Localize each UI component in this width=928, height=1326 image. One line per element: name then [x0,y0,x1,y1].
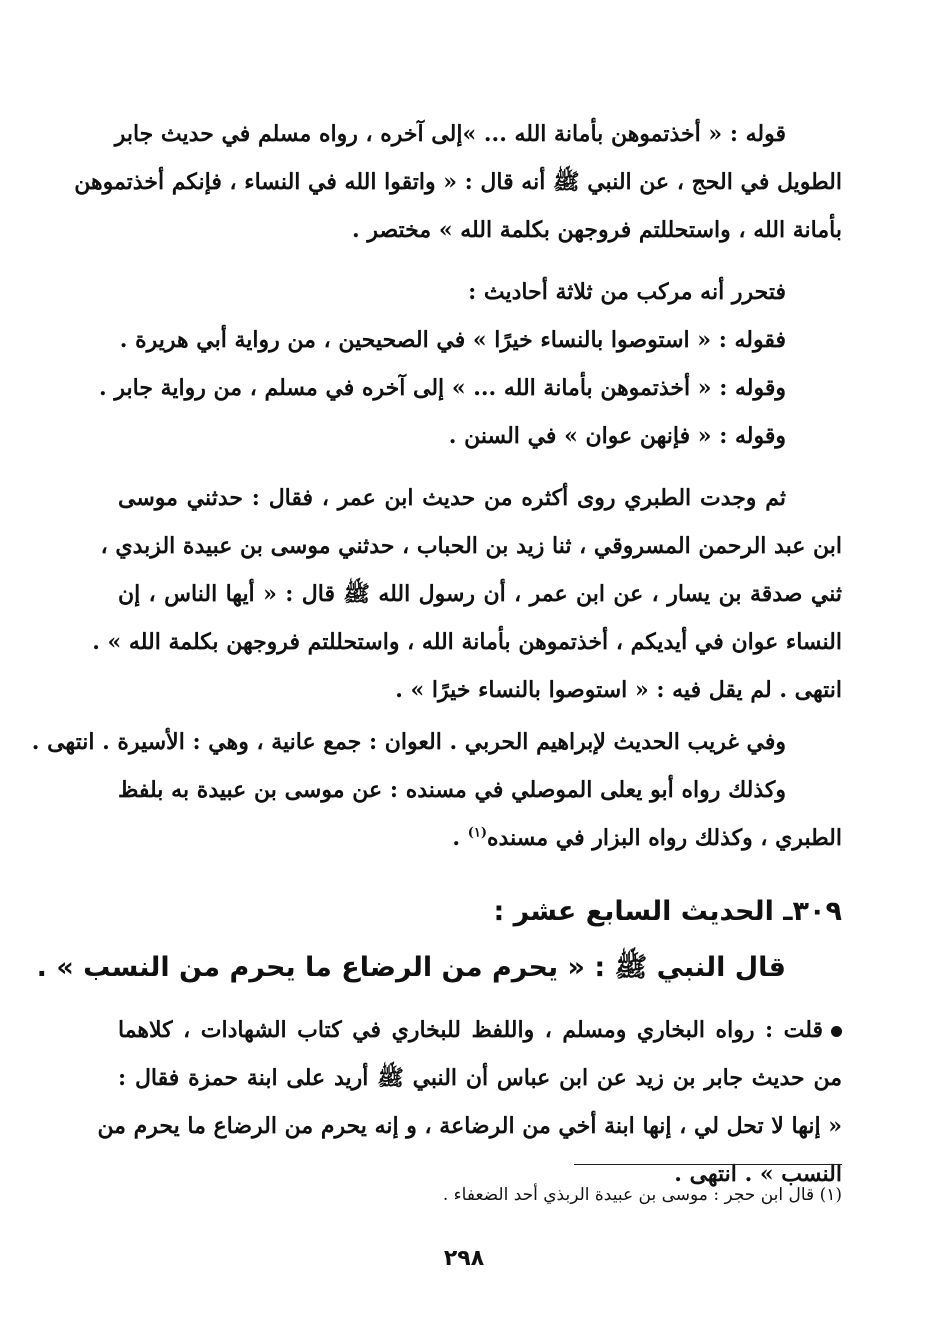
text-line: فتحرر أنه مركب من ثلاثة أحاديث : [468,279,786,305]
paragraph-tabari-narration [92,474,842,714]
hadith-text: قال النبي ﷺ : « يحرم من الرضاع ما يحرم من النسب » . [36,952,786,983]
commentary-block [97,1006,842,1198]
text-line [118,814,842,862]
text-line: قوله : « أخذتموهن بأمانة الله ... »إلى آخره ، رواه مسلم في حديث جابر [114,121,786,147]
text-line: النسب » . انتهى . [674,1161,842,1187]
page-number: ٢٩٨ [443,1246,485,1271]
text-line: « إنها لا تحل لي ، إنها ابنة أخي من الرضاعة ، و إنه يحرم من الرضاع ما يحرم من [97,1113,842,1139]
text-span: الطبري ، وكذلك رواه البزار في مسنده [487,825,842,851]
text-line: النساء عوان في أيديكم ، أخذتموهن بأمانة الله ، واستحللتم فروجهن بكلمة الله » . [92,629,842,655]
footnote: (١) قال ابن حجر : موسى بن عبيدة الربذي أحد الضعفاء . [442,1185,842,1205]
text-line: وقوله : « فإنهن عوان » في السنن . [448,423,786,449]
text-line: بأمانة الله ، واستحللتم فروجهن بكلمة الله » مختصر . [352,217,842,243]
paragraph-three-hadiths [99,268,842,460]
bullet-icon [831,1026,842,1037]
footnote-reference: (١) [467,825,487,841]
text-line: وكذلك رواه أبو يعلى الموصلي في مسنده : عن موسى بن عبيدة به بلفظ [118,777,786,803]
text-line: ابن عبد الرحمن المسروقي ، ثنا زيد بن الحباب ، حدثني موسى بن عبيدة الزبدي ، [100,533,842,559]
page-body [31,110,842,1198]
text-line: من حديث جابر بن زيد عن ابن عباس أن النبي ﷺ أريد على ابنة حمزة فقال : [118,1065,842,1091]
text-line [118,1006,842,1054]
text-line: ثم وجدت الطبري روى أكثره من حديث ابن عمر ، فقال : حدثني موسى [118,485,786,511]
hadith-block [36,884,842,996]
text-line: الطويل في الحج ، عن النبي ﷺ أنه قال : « واتقوا الله في النساء ، فإنكم أخذتموهن [74,169,842,195]
text-line: فقوله : « استوصوا بالنساء خيرًا » في الصحيحين ، من رواية أبي هريرة . [119,327,786,353]
text-line: وفي غريب الحديث لإبراهيم الحربي . العوان : جمع عانية ، وهي : الأسيرة . انتهى . [31,729,786,755]
hadith-heading: ٣٠٩ـ الحديث السابع عشر : [493,896,842,927]
text-line: انتهى . لم يقل فيه : « استوصوا بالنساء خيرًا » . [395,677,842,703]
paragraph-gharib-hadith [31,718,842,862]
paragraph-muslim-citation [74,110,842,254]
footnote-divider [574,1164,842,1165]
text-span: : رواه البخاري ومسلم ، واللفظ للبخاري في كتاب الشهادات ، كلاهما [118,1017,784,1043]
text-line: وقوله : « أخذتموهن بأمانة الله ... » إلى آخره في مسلم ، من رواية جابر . [99,375,786,401]
text-span: . [452,825,468,851]
text-line: ثني صدقة بن يسار ، عن ابن عمر ، أن رسول الله ﷺ قال : « أيها الناس ، إن [118,581,842,607]
commentary-lead: قلت [783,1017,823,1043]
